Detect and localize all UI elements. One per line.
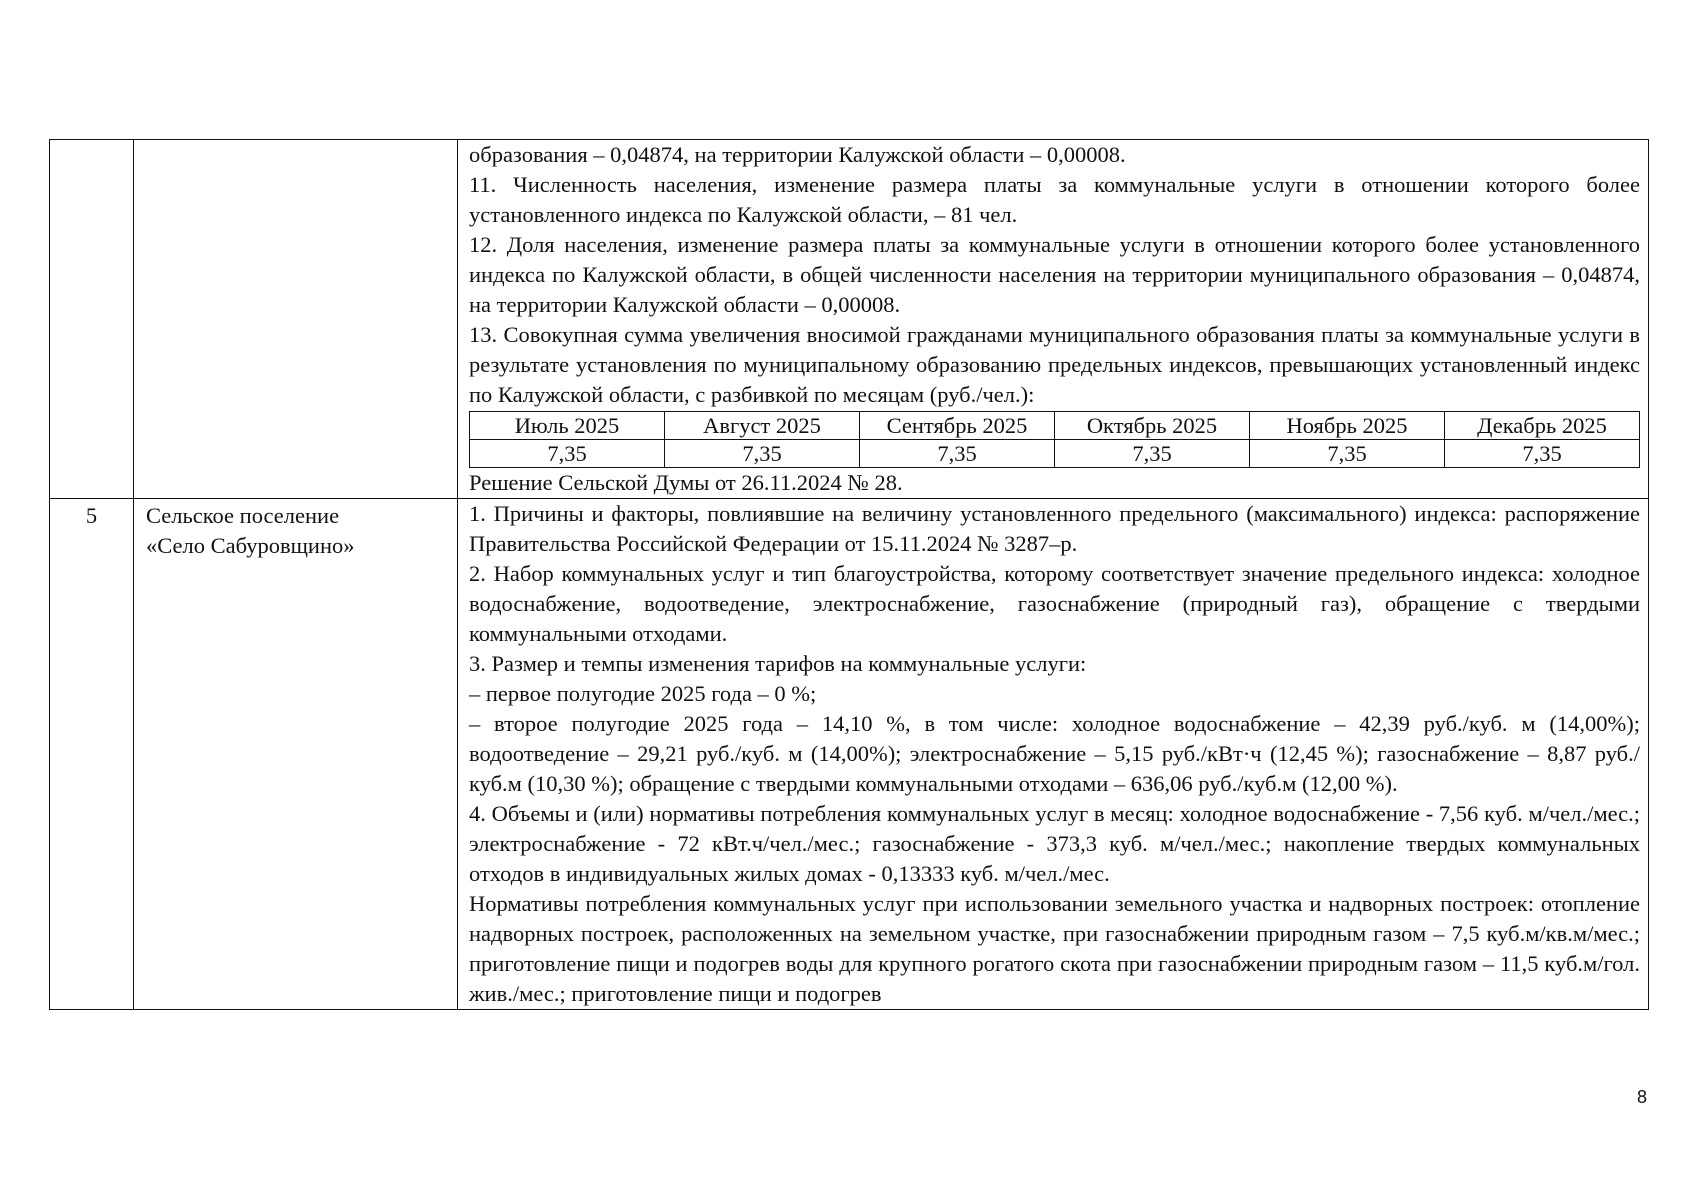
decision-reference: Решение Сельской Думы от 26.11.2024 № 28. bbox=[469, 470, 903, 495]
page-number: 8 bbox=[1636, 1087, 1647, 1107]
row-number-cell: 5 bbox=[50, 499, 134, 1010]
content-cell bbox=[458, 499, 1649, 1010]
paragraph: 11. Численность населения, изменение размера платы за коммунальные услуги в отношении которого более установленного индекса по Калужской области, – 81 чел. bbox=[469, 172, 1640, 227]
paragraph: 3. Размер и темпы изменения тарифов на коммунальные услуги: bbox=[469, 651, 1087, 676]
paragraph: 2. Набор коммунальных услуг и тип благоустройства, которому соответствует значение предельного индекса: холодное водоснабжение, водоотведение, электроснабжение, газоснабжение (природный газ), обращение с твердыми коммунальными отходами. bbox=[469, 561, 1640, 646]
table-row-5 bbox=[50, 499, 1649, 1010]
municipality-name-line: Сельское поселение bbox=[146, 503, 340, 528]
paragraph: образования – 0,04874, на территории Калужской области – 0,00008. bbox=[469, 142, 1126, 167]
month-header: Октябрь 2025 bbox=[1055, 412, 1250, 440]
paragraph: 12. Доля населения, изменение размера платы за коммунальные услуги в отношении которого более установленного индекса по Калужской области, в общей численности населения на территории муниципального образования – 0,04874, на территории Калужской области – 0,00008. bbox=[469, 232, 1640, 317]
monthly-increase-table bbox=[469, 411, 1640, 468]
month-value: 7,35 bbox=[665, 440, 860, 468]
month-header: Декабрь 2025 bbox=[1445, 412, 1640, 440]
municipality-name-line: «Село Сабуровщино» bbox=[146, 533, 355, 558]
month-header: Август 2025 bbox=[665, 412, 860, 440]
paragraph: 4. Объемы и (или) нормативы потребления коммунальных услуг в месяц: холодное водоснабжение - 7,56 куб. м/чел./мес.; электроснабжение - 72 кВт.ч/чел./мес.; газоснабжение - 373,3 куб. м/чел./мес.; накопление твердых коммунальных отходов в индивидуальных жилых домах - 0,13333 куб. м/чел./мес. bbox=[469, 801, 1640, 886]
table-row-continued bbox=[50, 140, 1649, 499]
month-value: 7,35 bbox=[1445, 440, 1640, 468]
month-header: Сентябрь 2025 bbox=[860, 412, 1055, 440]
month-header: Июль 2025 bbox=[470, 412, 665, 440]
paragraph: Нормативы потребления коммунальных услуг при использовании земельного участка и надворных построек: отопление надворных построек, расположенных на земельном участке, при газоснабжении природным газом – 7,5 куб.м/кв.м/мес.; приготовление пищи и подогрев воды для крупного рогатого скота при газоснабжении природным газом – 11,5 куб.м/гол. жив./мес.; приготовление пищи и подогрев bbox=[469, 891, 1640, 1006]
paragraph: 1. Причины и факторы, повлиявшие на величину установленного предельного (максимального) индекса: распоряжение Правительства Российской Федерации от 15.11.2024 № 3287–р. bbox=[469, 501, 1640, 556]
row-number-cell bbox=[50, 140, 134, 499]
month-value: 7,35 bbox=[1250, 440, 1445, 468]
paragraph: – первое полугодие 2025 года – 0 %; bbox=[469, 681, 817, 706]
paragraph: – второе полугодие 2025 года – 14,10 %, в том числе: холодное водоснабжение – 42,39 руб./куб. м (14,00%); водоотведение – 29,21 руб./куб. м (14,00%); электроснабжение – 5,15 руб./кВт·ч (12,45 %); газоснабжение – 8,87 руб./куб.м (10,30 %); обращение с твердыми коммунальными отходами – 636,06 руб./куб.м (12,00 %). bbox=[469, 711, 1640, 796]
month-header: Ноябрь 2025 bbox=[1250, 412, 1445, 440]
month-header-row bbox=[470, 412, 1640, 440]
municipality-name-cell bbox=[134, 140, 458, 499]
month-value: 7,35 bbox=[860, 440, 1055, 468]
document-table bbox=[49, 139, 1649, 1010]
municipality-name-cell bbox=[134, 499, 458, 1010]
paragraph: 13. Совокупная сумма увеличения вносимой гражданами муниципального образования платы за коммунальные услуги в результате установления по муниципальному образованию предельных индексов, превышающих установленный индекс по Калужской области, с разбивкой по месяцам (руб./чел.): bbox=[469, 322, 1640, 407]
month-value: 7,35 bbox=[1055, 440, 1250, 468]
month-value: 7,35 bbox=[470, 440, 665, 468]
month-value-row bbox=[470, 440, 1640, 468]
content-cell bbox=[458, 140, 1649, 499]
